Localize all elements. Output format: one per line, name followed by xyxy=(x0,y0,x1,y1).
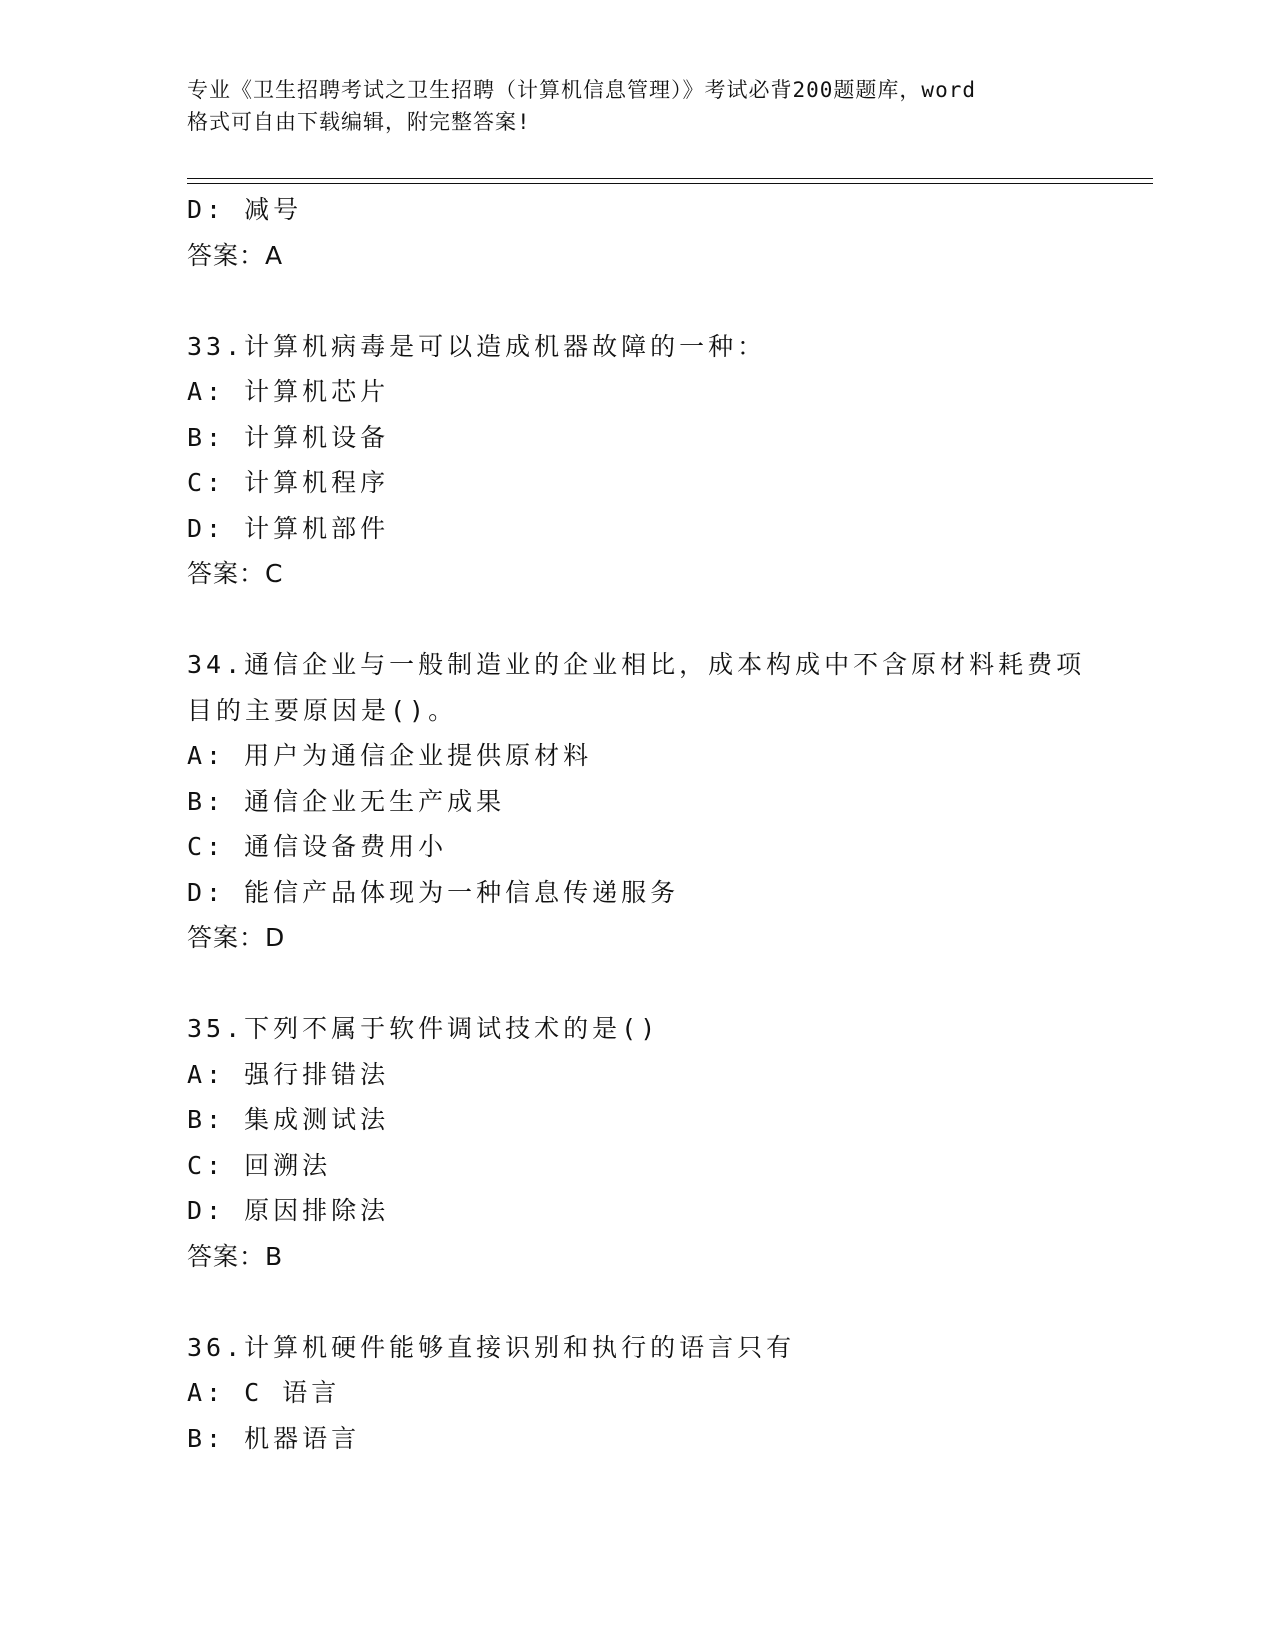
header-line-1: 专业《卫生招聘考试之卫生招聘（计算机信息管理）》考试必背200题题库，word xyxy=(187,78,976,102)
header-divider-top xyxy=(187,178,1153,179)
question-34-stem-line-2: 目的主要原因是()。 xyxy=(187,695,458,725)
option-d: D: 减号 xyxy=(187,195,303,224)
question-36-stem: 36.计算机硬件能够直接识别和执行的语言只有 xyxy=(187,1332,796,1362)
question-35-stem: 35.下列不属于软件调试技术的是() xyxy=(187,1014,660,1043)
spacer xyxy=(187,597,1087,643)
header-line-2: 格式可自由下载编辑，附完整答案! xyxy=(187,110,531,134)
spacer xyxy=(187,1279,1087,1325)
question-34-option-c: C: 通信设备费用小 xyxy=(187,832,448,861)
question-34-stem-line-1: 34.通信企业与一般制造业的企业相比，成本构成中不含原材料耗费项 xyxy=(187,650,1086,679)
question-34-option-b: B: 通信企业无生产成果 xyxy=(187,786,506,816)
question-36-option-a: A: C 语言 xyxy=(187,1378,341,1407)
question-33-stem: 33.计算机病毒是可以造成机器故障的一种： xyxy=(187,331,767,361)
question-36-option-b: B: 机器语言 xyxy=(187,1423,361,1453)
document-body xyxy=(187,187,1087,1461)
question-35-option-a: A: 强行排错法 xyxy=(187,1059,390,1089)
answer-line: 答案：A xyxy=(187,240,284,270)
header-divider-bottom xyxy=(187,183,1153,184)
question-33-answer: 答案：C xyxy=(187,559,284,588)
question-33-option-d: D: 计算机部件 xyxy=(187,513,390,543)
question-33-option-a: A: 计算机芯片 xyxy=(187,377,390,406)
question-34-answer: 答案：D xyxy=(187,923,286,952)
document-header xyxy=(187,74,1087,138)
spacer xyxy=(187,961,1087,1007)
question-34-option-d: D: 能信产品体现为一种信息传递服务 xyxy=(187,877,680,907)
question-35-option-d: D: 原因排除法 xyxy=(187,1196,390,1225)
question-35-option-b: B: 集成测试法 xyxy=(187,1105,390,1134)
question-33-option-c: C: 计算机程序 xyxy=(187,468,390,497)
question-35-answer: 答案：B xyxy=(187,1241,284,1271)
question-33-option-b: B: 计算机设备 xyxy=(187,422,390,452)
question-35-option-c: C: 回溯法 xyxy=(187,1150,332,1180)
spacer xyxy=(187,278,1087,324)
question-34-option-a: A: 用户为通信企业提供原材料 xyxy=(187,741,593,770)
